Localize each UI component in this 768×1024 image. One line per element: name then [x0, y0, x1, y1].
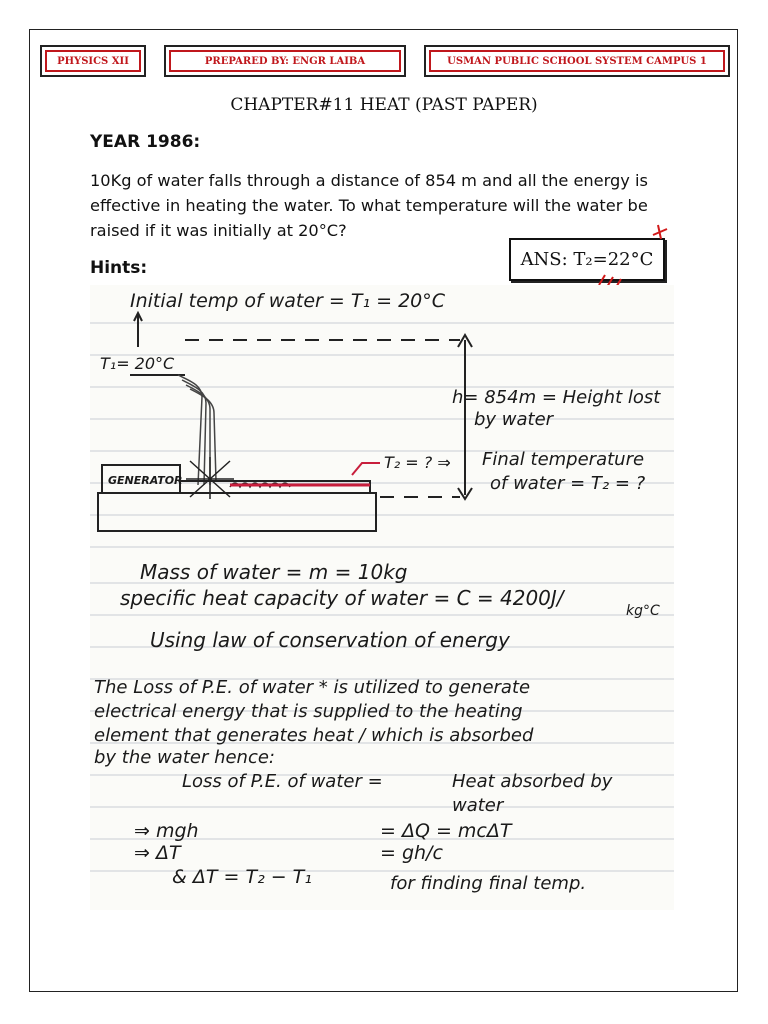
equation-1b: Heat absorbed by [452, 771, 613, 792]
question-text: 10Kg of water falls through a distance of 854 m and all the energy is effective in heating the water. To what temperature will the water be raised if it was initially at 20°C? [90, 171, 648, 240]
year-heading: YEAR 1986: [90, 132, 201, 152]
hints-label: Hints: [90, 258, 148, 278]
equation-2b: = ΔQ = mcΔT [380, 820, 512, 842]
initial-temp-note: Initial temp of water = T₁ = 20°C [130, 290, 446, 312]
final-temp-note: Final temperature [482, 449, 645, 470]
t1-label: T₁= 20°C [100, 354, 175, 373]
law-line: Using law of conservation of energy [150, 628, 510, 652]
equation-3b: = gh/c [380, 842, 443, 864]
header-subject-box [40, 45, 146, 77]
t2-arrow-note: T₂ = ? ⇒ [384, 453, 451, 472]
height-note-2: by water [474, 409, 554, 430]
header-school: USMAN PUBLIC SCHOOL SYSTEM CAMPUS 1 [429, 50, 725, 72]
header-subject: PHYSICS XII [45, 50, 141, 72]
answer-box: ANS: T₂=22°C [509, 238, 665, 281]
equation-4a: & ΔT = T₂ − T₁ [172, 866, 312, 888]
explain-line-3: element that generates heat / which is absorbed [94, 725, 534, 746]
handwritten-notes [90, 285, 674, 910]
explain-line-1: The Loss of P.E. of water * is utilized to generate [94, 677, 531, 698]
equation-2a: ⇒ mgh [134, 820, 199, 842]
explain-line-2: electrical energy that is supplied to the heating [94, 701, 523, 722]
explain-line-4: by the water hence: [94, 747, 275, 768]
specific-heat-line: specific heat capacity of water = C = 4200J/ [120, 586, 564, 610]
header-prepared-by-box [164, 45, 406, 77]
height-note: h= 854m = Height lost [452, 387, 661, 408]
equation-1c: water [452, 795, 504, 816]
specific-heat-unit: kg°C [626, 603, 660, 619]
mass-line: Mass of water = m = 10kg [140, 560, 408, 584]
chapter-title: CHAPTER#11 HEAT (PAST PAPER) [230, 95, 538, 115]
equation-1a: Loss of P.E. of water = [182, 771, 383, 792]
equation-3a: ⇒ ΔT [134, 842, 181, 864]
header-school-box [424, 45, 730, 77]
header-prepared-by: PREPARED BY: ENGR LAIBA [169, 50, 401, 72]
final-temp-note-2: of water = T₂ = ? [490, 473, 646, 494]
equation-4b: for finding final temp. [390, 873, 587, 894]
generator-label: GENERATOR [108, 474, 183, 487]
